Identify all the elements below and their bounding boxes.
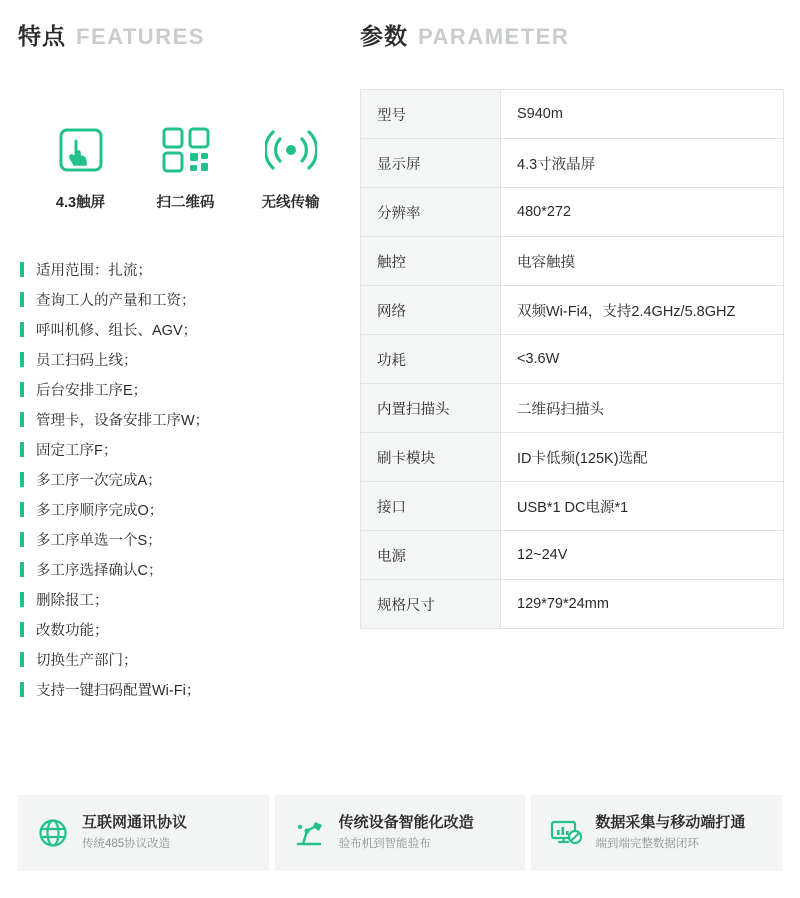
banner-card-subtitle: 验布机到智能验布 (338, 838, 431, 850)
spec-key: 电源 (361, 531, 501, 580)
list-item (20, 344, 348, 374)
spec-key: 接口 (361, 482, 501, 531)
list-item (20, 524, 348, 554)
bullet-text: 后台安排工序E； (36, 382, 148, 399)
list-item (20, 464, 348, 494)
bullet-marker (20, 412, 24, 427)
list-item (20, 584, 348, 614)
table-row (361, 384, 784, 433)
globe-icon (36, 816, 70, 850)
spec-key: 刷卡模块 (361, 433, 501, 482)
table-row (361, 237, 784, 286)
table-row (361, 433, 784, 482)
spec-value: ID卡低频(125K)选配 (501, 433, 784, 482)
bullet-marker (20, 322, 24, 337)
bullet-text: 呼叫机修、组长、AGV； (36, 322, 198, 339)
list-item (20, 494, 348, 524)
list-item (20, 374, 348, 404)
feature-item-wireless (238, 121, 343, 212)
table-row (361, 286, 784, 335)
bullet-marker (20, 532, 24, 547)
bullet-marker (20, 562, 24, 577)
spec-key: 规格尺寸 (361, 580, 501, 629)
banner-card-text (595, 813, 745, 853)
bullet-marker (20, 352, 24, 367)
wireless-signal-icon (238, 121, 343, 179)
table-row (361, 531, 784, 580)
bullet-marker (20, 592, 24, 607)
bullet-text: 管理卡，设备安排工序W； (36, 412, 210, 429)
spec-value: 4.3寸液晶屏 (501, 139, 784, 188)
spec-value: 12~24V (501, 531, 784, 580)
bullet-text: 切换生产部门； (36, 652, 138, 669)
bullet-text: 多工序选择确认C； (36, 562, 163, 579)
monitor-chart-icon (549, 816, 583, 850)
spec-key: 内置扫描头 (361, 384, 501, 433)
bullet-marker (20, 502, 24, 517)
banner-card-equipment-upgrade (275, 795, 526, 871)
spec-key: 网络 (361, 286, 501, 335)
banner-card-text (82, 813, 187, 853)
robot-arm-icon (293, 816, 327, 850)
banner-card-internet-protocol (18, 795, 269, 871)
features-section (18, 18, 348, 704)
spec-value: 电容触摸 (501, 237, 784, 286)
list-item (20, 434, 348, 464)
list-item (20, 614, 348, 644)
spec-key: 触控 (361, 237, 501, 286)
bullet-text: 员工扫码上线； (36, 352, 138, 369)
bullet-marker (20, 262, 24, 277)
bullet-marker (20, 622, 24, 637)
features-heading (18, 18, 348, 51)
bullet-marker (20, 382, 24, 397)
spec-key: 功耗 (361, 335, 501, 384)
spec-key: 型号 (361, 90, 501, 139)
bullet-text: 适用范围：扎流； (36, 262, 152, 279)
bullet-text: 支持一键扫码配置Wi-Fi； (36, 682, 201, 699)
spec-value: S940m (501, 90, 784, 139)
spec-value: 480*272 (501, 188, 784, 237)
bullet-text: 改数功能； (36, 622, 109, 639)
feature-icon-list (28, 121, 348, 212)
table-row (361, 188, 784, 237)
feature-label-touchscreen: 4.3触屏 (55, 195, 106, 211)
banner-card-title: 数据采集与移动端打通 (595, 814, 746, 831)
bullet-marker (20, 442, 24, 457)
banner-card-data-collection (531, 795, 782, 871)
list-item (20, 644, 348, 674)
bullet-marker (20, 682, 24, 697)
banner-card-text (339, 813, 474, 853)
list-item (20, 254, 348, 284)
qr-scan-icon (133, 121, 238, 179)
banner-card-title: 互联网通讯协议 (82, 814, 188, 831)
bullet-text: 固定工序F； (36, 442, 118, 459)
banner-card-subtitle: 端到端完整数据闭环 (595, 838, 699, 850)
bullet-marker (20, 652, 24, 667)
parameters-heading-en: PARAMETER (418, 24, 570, 49)
spec-value: USB*1 DC电源*1 (501, 482, 784, 531)
feature-label-wireless: 无线传输 (261, 195, 320, 211)
spec-key: 分辨率 (361, 188, 501, 237)
feature-bullet-list (20, 254, 348, 704)
bullet-text: 删除报工； (36, 592, 109, 609)
bullet-text: 查询工人的产量和工资； (36, 292, 196, 309)
spec-value: <3.6W (501, 335, 784, 384)
bullet-text: 多工序一次完成A； (36, 472, 162, 489)
table-row (361, 482, 784, 531)
table-row (361, 335, 784, 384)
list-item (20, 554, 348, 584)
list-item (20, 674, 348, 704)
features-heading-en: FEATURES (76, 24, 205, 49)
banner-card-title: 传统设备智能化改造 (338, 814, 474, 831)
spec-value: 双频Wi-Fi4，支持2.4GHz/5.8GHZ (501, 286, 784, 335)
features-heading-cn: 特点 (18, 23, 66, 49)
parameters-section (360, 18, 784, 629)
banner-card-subtitle: 传统485协议改造 (82, 838, 171, 850)
spec-table (360, 89, 784, 629)
table-row (361, 90, 784, 139)
table-row (361, 580, 784, 629)
touchscreen-icon (28, 121, 133, 179)
parameters-heading-cn: 参数 (360, 23, 408, 49)
bullet-text: 多工序单选一个S； (36, 532, 162, 549)
feature-item-qr-scan (133, 121, 238, 212)
feature-item-touchscreen (28, 121, 133, 212)
spec-value: 二维码扫描头 (501, 384, 784, 433)
list-item (20, 404, 348, 434)
parameters-heading (360, 18, 784, 51)
feature-label-qr-scan: 扫二维码 (156, 195, 215, 211)
spec-key: 显示屏 (361, 139, 501, 188)
list-item (20, 284, 348, 314)
bullet-marker (20, 472, 24, 487)
bullet-text: 多工序顺序完成O； (36, 502, 164, 519)
spec-value: 129*79*24mm (501, 580, 784, 629)
table-row (361, 139, 784, 188)
bottom-banner (18, 795, 782, 871)
list-item (20, 314, 348, 344)
bullet-marker (20, 292, 24, 307)
